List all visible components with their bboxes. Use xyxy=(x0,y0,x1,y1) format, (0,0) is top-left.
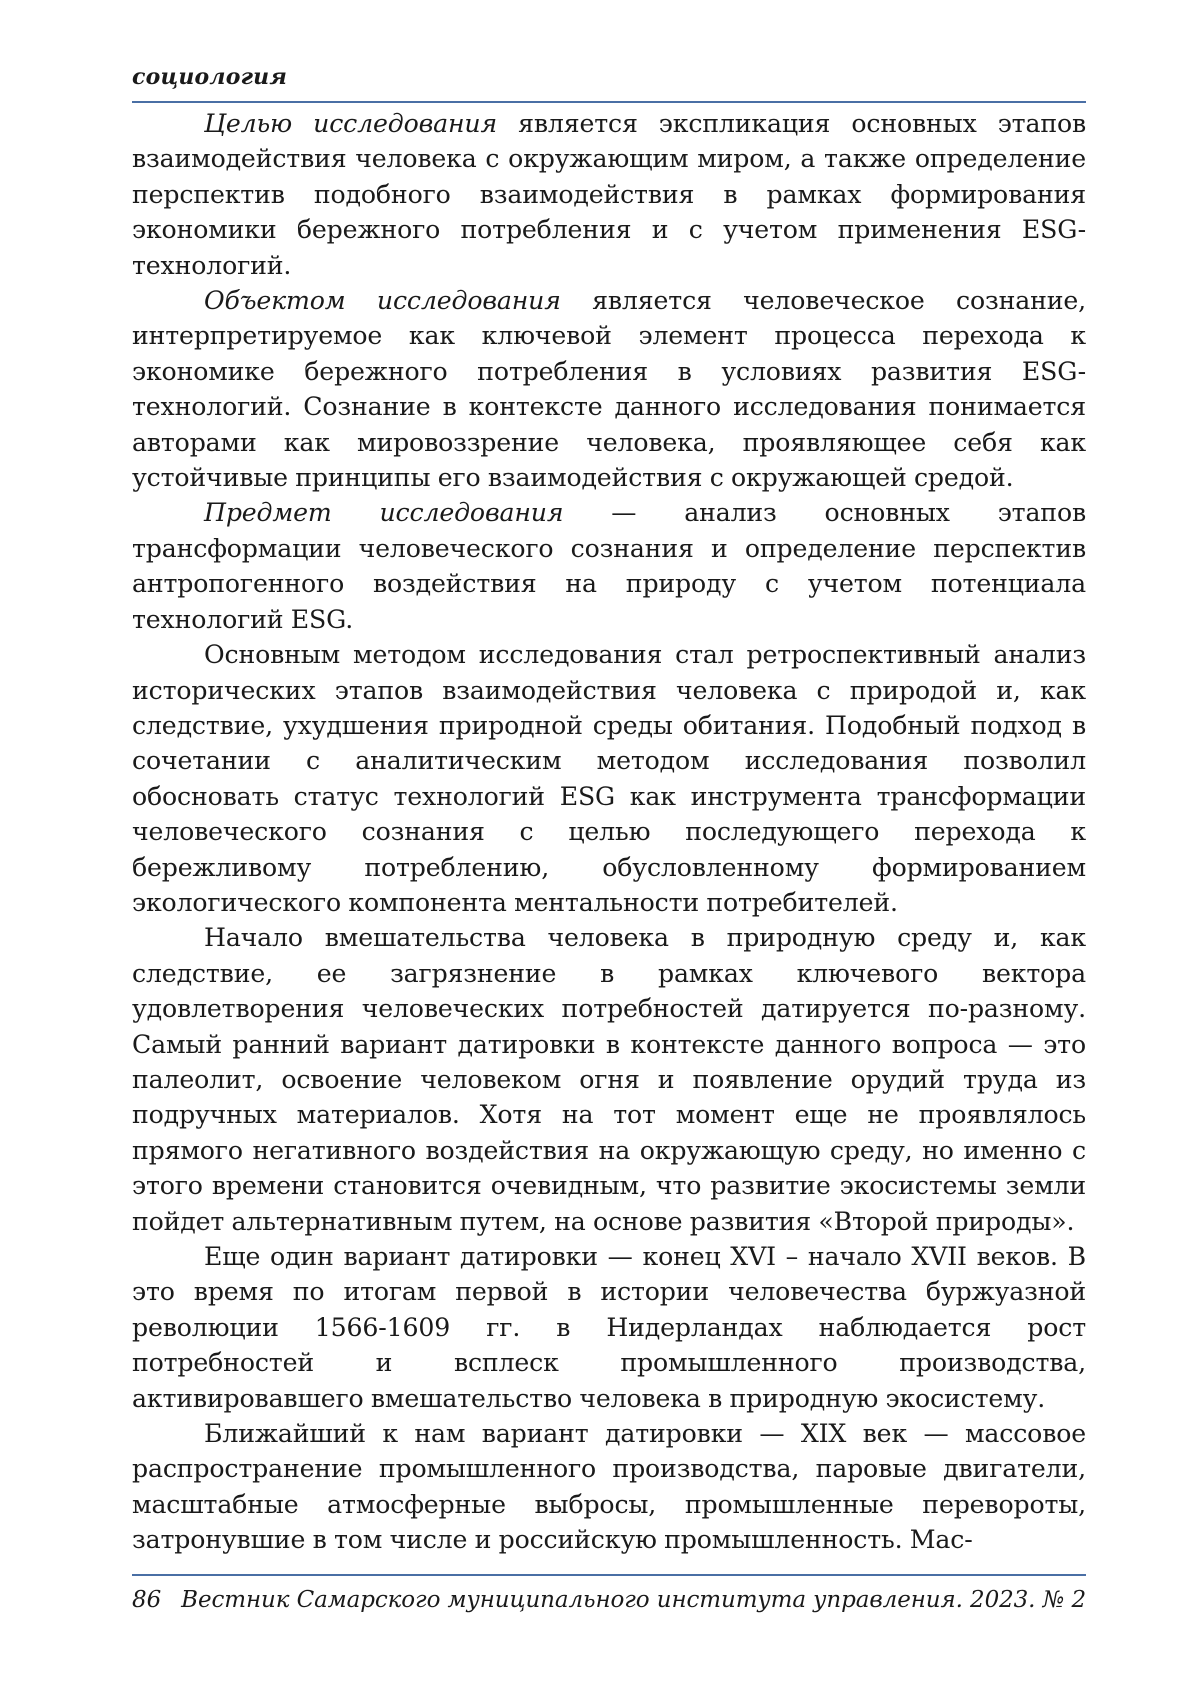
paragraph-text: является человеческое сознание, интерпретируемое как ключевой элемент процесса перехода к экономике бережного потребления в условиях развития ESG-технологий. Сознание в контексте данного исследования понимается авторами как мировоззрение человека, проявляющее себя как устойчивые принципы его взаимодействия с окружающей средой. xyxy=(132,286,1086,493)
paragraph-object xyxy=(132,283,1086,495)
paragraph-method xyxy=(132,637,1086,920)
page-number: 86 xyxy=(132,1587,162,1613)
paragraph-text: является экспликация основных этапов взаимодействия человека с окружающим миром, а также определение перспектив подобного взаимодействия в рамках формирования экономики бережного потребления и с учетом применения ESG-технологий. xyxy=(132,109,1086,280)
paragraph-lead: Объектом исследования xyxy=(204,286,561,316)
paragraph-lead: Предмет исследования xyxy=(204,498,564,528)
header-rule xyxy=(132,101,1086,103)
paragraph-text: Основным методом исследования стал ретроспективный анализ исторических этапов взаимодействия человека с природой и, как следствие, ухудшения природной среды обитания. Подобный подход в сочетании с аналитическим методом исследования позволил обосновать статус технологий ESG как инструмента трансформации человеческого сознания с целью последующего перехода к бережливому потреблению, обусловленному формированием экологического компонента ментальности потребителей. xyxy=(132,640,1086,917)
paragraph-dating-19th-century xyxy=(132,1416,1086,1558)
paragraph-lead: Целью исследования xyxy=(204,109,498,138)
journal-title: Вестник Самарского муниципального института управления. 2023. № 2 xyxy=(181,1587,1086,1613)
paragraph-subject xyxy=(132,495,1086,637)
paragraph-text: Ближайший к нам вариант датировки — XIX век — массовое распространение промышленного производства, паровые двигатели, масштабные атмосферные выбросы, промышленные перевороты, затронувшие в том числе и российскую промышленность. Мас- xyxy=(132,1419,1086,1555)
article-body xyxy=(132,106,1086,1558)
paragraph-text: — анализ основных этапов трансформации человеческого сознания и определение перспектив антропогенного воздействия на природу с учетом потенциала технологий ESG. xyxy=(132,498,1086,634)
paragraph-aim xyxy=(132,106,1086,283)
paragraph-dating-paleolithic xyxy=(132,920,1086,1239)
footer-rule xyxy=(132,1574,1086,1576)
section-label: социология xyxy=(132,64,288,90)
paragraph-dating-16th-century xyxy=(132,1239,1086,1416)
paragraph-text: Начало вмешательства человека в природную среду и, как следствие, ее загрязнение в рамках ключевого вектора удовлетворения человеческих потребностей датируется по-разному. Самый ранний вариант датировки в контексте данного вопроса — это палеолит, освоение человеком огня и появление орудий труда из подручных материалов. Хотя на тот момент еще не проявлялось прямого негативного воздействия на окружающую среду, но именно с этого времени становится очевидным, что развитие экосистемы земли пойдет альтернативным путем, на основе развития «Второй природы». xyxy=(132,923,1086,1236)
paragraph-text: Еще один вариант датировки — конец XVI – начало XVII веков. В это время по итогам первой в истории человечества буржуазной революции 1566-1609 гг. в Нидерландах наблюдается рост потребностей и всплеск промышленного производства, активировавшего вмешательство человека в природную экосистему. xyxy=(132,1242,1086,1413)
